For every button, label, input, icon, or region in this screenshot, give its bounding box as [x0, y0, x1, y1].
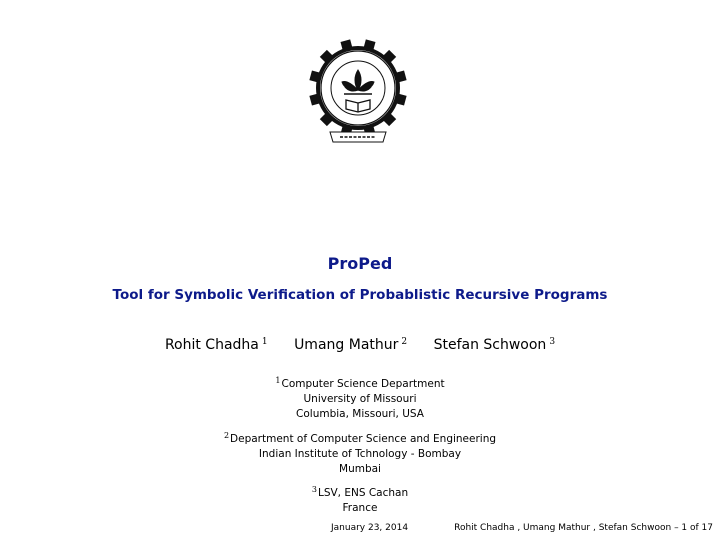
affiliation-line: France — [342, 502, 378, 514]
ribbon-icon — [330, 132, 386, 142]
author-name: Rohit Chadha — [164, 337, 259, 353]
footer-authors: Rohit Chadha , Umang Mathur , Stefan Schwoon — [454, 523, 672, 533]
affiliation-line: Mumbai — [339, 463, 381, 475]
affiliation-2: $^2$Department of Computer Science and Engineering Indian Institute of Tchnology - Bombay Mumbai — [0, 428, 720, 477]
presentation-subtitle: Tool for Symbolic Verification of Probablistic Recursive Programs — [112, 287, 608, 303]
affiliation-mark: 2 — [401, 337, 408, 347]
page-number: – 1 of 17 — [674, 523, 713, 533]
footer-date: January 23, 2014 — [331, 523, 409, 533]
footer-info — [454, 523, 713, 533]
affiliation-line: Columbia, Missouri, USA — [296, 408, 424, 420]
affiliation-mark: 1 — [261, 337, 268, 347]
author — [434, 337, 555, 353]
affiliation-line: Computer Science Department — [281, 378, 445, 390]
author-name: Stefan Schwoon — [433, 337, 547, 353]
affiliation-mark: 3 — [549, 337, 556, 347]
author-name: Umang Mathur — [294, 337, 399, 353]
author-list — [0, 337, 720, 353]
author — [165, 337, 268, 353]
affiliation-line: Department of Computer Science and Engineering — [230, 433, 497, 445]
affiliation-line: Indian Institute of Tchnology - Bombay — [258, 448, 462, 460]
institute-logo — [308, 38, 408, 150]
affiliation-line: LSV, ENS Cachan — [317, 487, 409, 499]
affiliation-1: $^1$Computer Science Department University of Missouri Columbia, Missouri, USA — [0, 373, 720, 422]
presentation-title: ProPed — [327, 254, 393, 273]
affiliation-line: University of Missouri — [303, 393, 417, 405]
affiliation-3: $^3$LSV, ENS Cachan France — [0, 482, 720, 516]
author — [294, 337, 407, 353]
